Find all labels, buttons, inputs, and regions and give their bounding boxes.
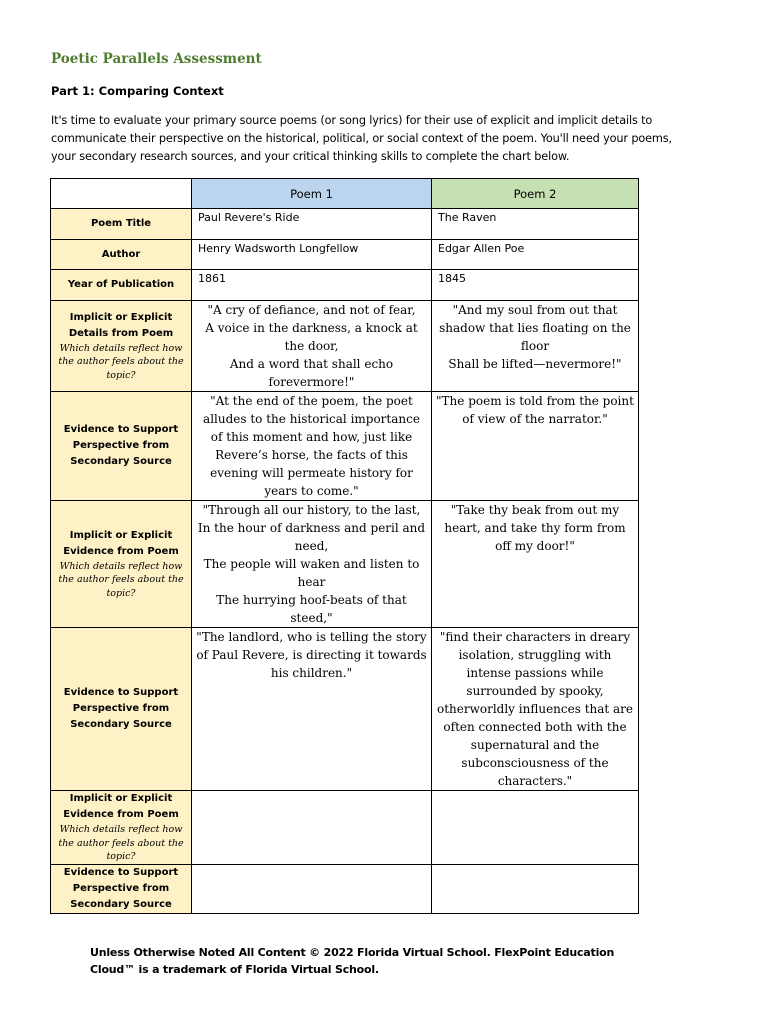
poem2-cell[interactable]: 1845: [432, 270, 639, 301]
poem2-cell[interactable]: [432, 501, 639, 628]
poem1-cell[interactable]: [192, 791, 432, 865]
table-row: [51, 270, 639, 301]
row-label-text: Author: [101, 248, 141, 260]
poem2-cell[interactable]: [432, 864, 639, 913]
row-label: [51, 501, 192, 628]
row-label-text: Year of Publication: [67, 279, 175, 290]
table-row: [51, 501, 639, 628]
comparison-chart: [50, 178, 639, 914]
header-poem2: Poem 2: [432, 179, 639, 209]
row-label: [51, 791, 192, 865]
row-label-text: Evidence to Support Perspective from Secondary Source: [63, 424, 179, 467]
table-row: [51, 240, 639, 270]
poem1-text: "Through all our history, to the last, In the hour of darkness and peril and need, The people will waken and listen to hear The hurrying hoof-beats of that steed,": [197, 503, 426, 625]
table-row: [51, 301, 639, 392]
poem2-text: "Take thy beak from out my heart, and take thy form from off my door!": [444, 503, 626, 553]
poem2-cell[interactable]: [432, 791, 639, 865]
row-label: [51, 209, 192, 240]
document-title: Poetic Parallels Assessment: [51, 51, 262, 67]
poem2-cell[interactable]: Edgar Allen Poe: [432, 240, 639, 270]
row-label: [51, 864, 192, 913]
poem1-cell[interactable]: Paul Revere's Ride: [192, 209, 432, 240]
header-blank-cell: [51, 179, 192, 209]
copyright-footer: Unless Otherwise Noted All Content © 2022 Florida Virtual School. FlexPoint Education Cloud™ is a trademark of Florida Virtual School.: [90, 946, 615, 976]
row-label: [51, 628, 192, 791]
part-heading: Part 1: Comparing Context: [51, 84, 224, 98]
table-row: [51, 392, 639, 501]
poem2-cell[interactable]: The Raven: [432, 209, 639, 240]
row-label-text: Implicit or Explicit Details from Poem: [68, 311, 174, 339]
row-label-text: Implicit or Explicit Evidence from Poem: [63, 793, 179, 820]
poem1-cell[interactable]: "The landlord, who is telling the story of Paul Revere, is directing it towards his children.": [192, 628, 432, 791]
row-label-subtext: Which details reflect how the author feels about the topic?: [58, 824, 184, 862]
header-poem1: Poem 1: [192, 179, 432, 209]
table-row: [51, 791, 639, 865]
intro-paragraph: It's time to evaluate your primary source poems (or song lyrics) for their use of explicit and implicit details to communicate their perspective on the historical, political, or social context of the poem. You'll need your poems, your secondary research sources, and your critical thinking skills to complete the chart below.: [51, 114, 672, 163]
row-label-subtext: Which details reflect how the author feels about the topic?: [58, 560, 184, 599]
table-row: [51, 864, 639, 913]
row-label-text: Evidence to Support Perspective from Secondary Source: [63, 687, 179, 730]
header-row: [51, 179, 639, 209]
poem2-cell[interactable]: "The poem is told from the point of view of the narrator.": [432, 392, 639, 501]
row-label: [51, 301, 192, 392]
poem1-cell[interactable]: [192, 301, 432, 392]
table-row: [51, 209, 639, 240]
table-row: [51, 628, 639, 791]
row-label: [51, 392, 192, 501]
poem1-cell[interactable]: [192, 501, 432, 628]
row-label-text: Implicit or Explicit Evidence from Poem: [63, 529, 179, 557]
poem1-cell[interactable]: [192, 864, 432, 913]
poem1-text: "A cry of defiance, and not of fear, A voice in the darkness, a knock at the door, And a word that shall echo forevermore!": [205, 303, 418, 389]
row-label-subtext: Which details reflect how the author feels about the topic?: [58, 342, 184, 381]
row-label: [51, 270, 192, 301]
row-label-text: Poem Title: [90, 218, 152, 229]
row-label: [51, 240, 192, 270]
poem1-cell[interactable]: 1861: [192, 270, 432, 301]
poem2-cell[interactable]: "find their characters in dreary isolation, struggling with intense passions while surrounded by spooky, otherworldly influences that are often connected both with the supernatural and the subconsciousness of the characters.": [432, 628, 639, 791]
poem2-cell[interactable]: [432, 301, 639, 392]
poem1-cell[interactable]: Henry Wadsworth Longfellow: [192, 240, 432, 270]
row-label-text: Evidence to Support Perspective from Secondary Source: [63, 866, 179, 910]
poem1-cell[interactable]: "At the end of the poem, the poet alludes to the historical importance of this moment and how, just like Revere’s horse, the facts of this evening will permeate history for years to come.": [192, 392, 432, 501]
poem2-text: "And my soul from out that shadow that lies floating on the floor Shall be lifted—nevermore!": [439, 303, 631, 371]
